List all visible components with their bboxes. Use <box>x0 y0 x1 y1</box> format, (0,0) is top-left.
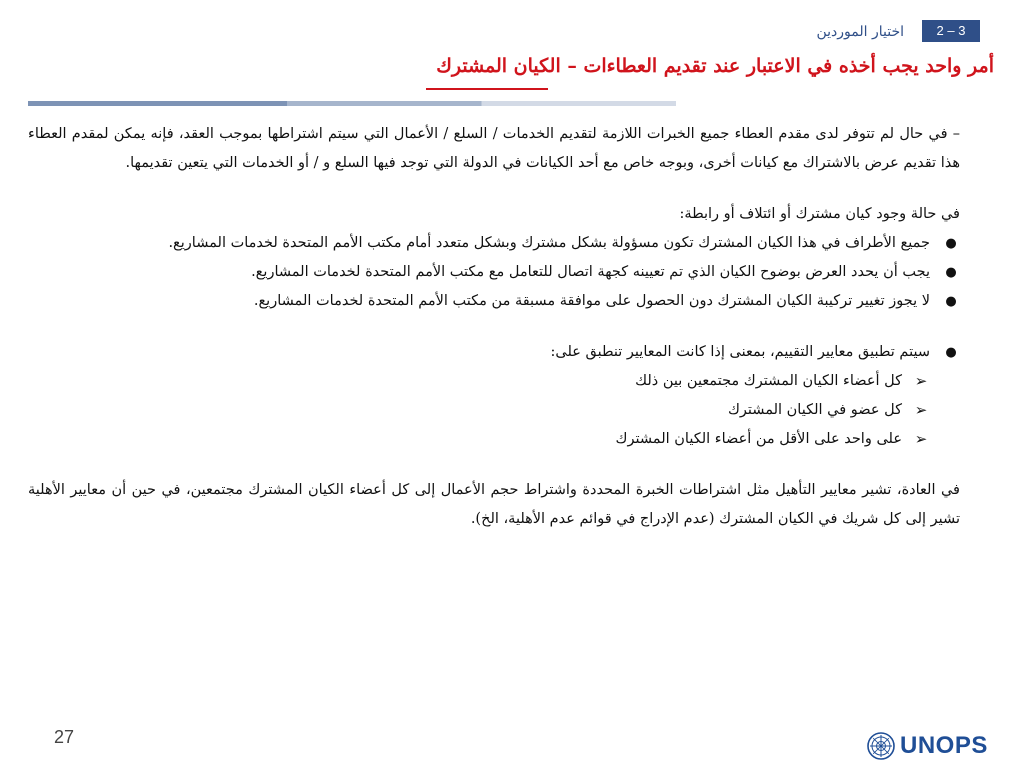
bullet-item <box>28 258 960 287</box>
consortium-bullet-list <box>28 229 960 316</box>
bullet-item <box>28 229 960 258</box>
bullet-item <box>28 338 960 367</box>
evaluation-bullet-list <box>28 338 960 367</box>
unops-logo <box>866 731 988 761</box>
section-name: اختيار الموردين <box>816 24 904 40</box>
bullet-text: سيتم تطبيق معايير التقييم، بمعنى إذا كانت المعايير تنطبق على: <box>550 344 930 360</box>
un-emblem-icon <box>866 731 896 761</box>
spacer <box>28 178 960 200</box>
title-underline <box>426 88 548 90</box>
logo-text: UNOPS <box>900 732 988 759</box>
sub-item-text: على واحد على الأقل من أعضاء الكيان المشترك <box>615 431 902 447</box>
arrowhead-bullet-icon: ➢ <box>914 401 928 419</box>
closing-paragraph: في العادة، تشير معايير التأهيل مثل اشتراطات الخبرة المحددة واشتراط حجم الأعمال إلى كل أعضاء الكيان المشترك مجتمعين، في حين أن معايير الأهلية تشير إلى كل شريك في الكيان المشترك (عدم الإدراج في قوائم عدم الأهلية، الخ). <box>28 482 960 527</box>
slide-title: أمر واحد يجب أخذه في الاعتبار عند تقديم العطاءات – الكيان المشترك <box>436 55 994 77</box>
consortium-heading: في حالة وجود كيان مشترك أو ائتلاف أو رابطة: <box>679 206 960 222</box>
sub-item-text: كل أعضاء الكيان المشترك مجتمعين بين ذلك <box>635 373 902 389</box>
page-number: 27 <box>54 727 75 747</box>
bullet-dot-icon: ● <box>945 345 957 360</box>
sub-item <box>28 425 960 454</box>
arrowhead-bullet-icon: ➢ <box>914 372 928 390</box>
bullet-text: لا يجوز تغيير تركيبة الكيان المشترك دون الحصول على موافقة مسبقة من مكتب الأمم المتحدة لخدمات المشاريع. <box>253 293 930 309</box>
bullet-item <box>28 287 960 316</box>
spacer <box>28 454 960 476</box>
arrowhead-bullet-icon: ➢ <box>914 430 928 448</box>
sub-item-text: كل عضو في الكيان المشترك <box>727 402 902 418</box>
bullet-text: جميع الأطراف في هذا الكيان المشترك تكون مسؤولة بشكل مشترك وبشكل متعدد أمام مكتب الأمم المتحدة لخدمات المشاريع. <box>168 235 930 251</box>
bullet-dot-icon: ● <box>945 265 957 280</box>
bullet-dot-icon: ● <box>945 294 957 309</box>
intro-paragraph: – في حال لم تتوفر لدى مقدم العطاء جميع الخبرات اللازمة لتقديم الخدمات / السلع / الأعمال التي سيتم اشتراطها بموجب العقد، فإنه يمكن لمقدم العطاء هذا تقديم عرض بالاشتراك مع كيانات أخرى، وبوجه خاص مع أحد الكيانات في الدولة التي توجد فيها السلع و / أو الخدمات التي يتعين تقديمها. <box>28 126 960 171</box>
bullet-dot-icon: ● <box>945 236 957 251</box>
sub-item <box>28 367 960 396</box>
section-number-badge: 2 – 3 <box>922 20 980 42</box>
sub-item <box>28 396 960 425</box>
slide-body <box>28 120 960 534</box>
bullet-text: يجب أن يحدد العرض بوضوح الكيان الذي تم تعيينه كجهة اتصال للتعامل مع مكتب الأمم المتحدة لخدمات المشاريع. <box>251 264 930 280</box>
spacer <box>28 316 960 338</box>
evaluation-subitem-list <box>28 367 960 454</box>
title-divider-bar <box>28 101 676 106</box>
